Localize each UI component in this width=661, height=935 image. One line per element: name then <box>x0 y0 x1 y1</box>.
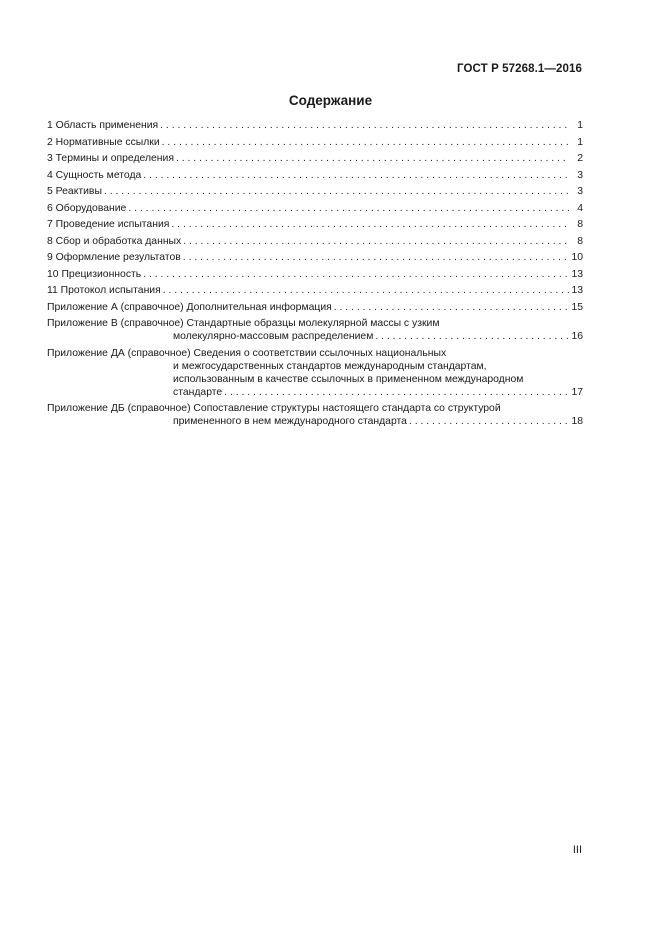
toc-item-label: 11 Протокол испытания <box>47 285 161 296</box>
toc-appendix-db[interactable] <box>47 402 583 428</box>
toc-item-page: 3 <box>577 186 583 197</box>
toc-item-page: 8 <box>577 219 583 230</box>
toc-item[interactable] <box>47 235 583 248</box>
table-of-contents <box>47 119 583 432</box>
toc-item-label: стандарте <box>173 386 223 398</box>
toc-item-label: 1 Область применения <box>47 120 159 131</box>
toc-leader-dots <box>128 202 569 215</box>
page-number: III <box>572 844 582 856</box>
toc-item[interactable] <box>47 251 583 264</box>
toc-item-label-line: использованным в качестве ссылочных в примененном международном <box>173 373 524 385</box>
toc-item-label: 3 Термины и определения <box>47 153 174 164</box>
toc-leader-dots <box>104 185 569 198</box>
toc-item-label-line: и межгосударственных стандартов международным стандартам, <box>173 360 487 372</box>
toc-leader-dots <box>176 152 569 165</box>
toc-leader-dots <box>162 136 569 149</box>
toc-item[interactable] <box>47 119 583 132</box>
toc-leader-dots <box>163 284 569 297</box>
toc-item-page: 10 <box>571 252 583 263</box>
toc-item-last-line <box>173 415 583 428</box>
toc-item-label-line: Приложение В (справочное) Стандартные образцы молекулярной массы с узким <box>47 318 440 329</box>
toc-appendix-b[interactable] <box>47 317 583 343</box>
toc-item-label-line: Приложение ДА (справочное) Сведения о соответствии ссылочных национальных <box>47 347 447 359</box>
toc-appendix-da[interactable] <box>47 347 583 399</box>
toc-leader-dots <box>409 415 569 428</box>
toc-item-last-line <box>173 330 583 343</box>
toc-appendix-a[interactable] <box>47 301 583 314</box>
toc-leader-dots <box>171 218 569 231</box>
toc-item-label: 2 Нормативные ссылки <box>47 136 160 148</box>
toc-item-page: 17 <box>571 386 583 398</box>
toc-item-page: 2 <box>577 153 583 164</box>
toc-item-page: 13 <box>571 268 583 280</box>
toc-item-page: 18 <box>571 416 583 427</box>
toc-item[interactable] <box>47 284 583 297</box>
toc-item-page: 3 <box>577 169 583 181</box>
toc-item-label: 7 Проведение испытания <box>47 219 170 230</box>
toc-item[interactable] <box>47 202 583 215</box>
toc-item-page: 1 <box>577 120 583 131</box>
toc-item-label: 5 Реактивы <box>47 186 102 197</box>
toc-item-page: 4 <box>577 202 583 214</box>
toc-item[interactable] <box>47 136 583 149</box>
toc-item-label: 6 Оборудование <box>47 202 127 214</box>
toc-item-label: 4 Сущность метода <box>47 169 142 181</box>
toc-item-page: 16 <box>571 331 583 342</box>
toc-item-last-line <box>173 386 583 399</box>
toc-item-label-line: Приложение ДБ (справочное) Сопоставление структуры настоящего стандарта со структурой <box>47 403 501 414</box>
toc-item-label: 8 Сбор и обработка данных <box>47 235 182 247</box>
toc-leader-dots <box>183 235 569 248</box>
toc-leader-dots <box>334 301 569 314</box>
toc-item-page: 1 <box>577 136 583 148</box>
toc-leader-dots <box>224 386 569 399</box>
toc-item-label: Приложение А (справочное) Дополнительная информация <box>47 301 332 313</box>
toc-item[interactable] <box>47 268 583 281</box>
toc-leader-dots <box>143 169 569 182</box>
toc-item-label: 9 Оформление результатов <box>47 252 181 263</box>
document-code: ГОСТ Р 57268.1—2016 <box>457 63 582 75</box>
toc-item[interactable] <box>47 169 583 182</box>
toc-item-label: 10 Прецизионность <box>47 268 142 280</box>
toc-leader-dots <box>375 330 569 343</box>
toc-leader-dots <box>160 119 569 132</box>
toc-leader-dots <box>143 268 569 281</box>
toc-item-page: 15 <box>571 301 583 313</box>
toc-leader-dots <box>183 251 569 264</box>
toc-item-label: молекулярно-массовым распределением <box>173 331 374 342</box>
toc-item[interactable] <box>47 218 583 231</box>
toc-item-label: примененного в нем международного стандарта <box>173 416 407 427</box>
toc-item[interactable] <box>47 185 583 198</box>
toc-item[interactable] <box>47 152 583 165</box>
toc-title: Содержание <box>288 93 373 108</box>
toc-item-page: 13 <box>571 285 583 296</box>
toc-item-page: 8 <box>577 235 583 247</box>
